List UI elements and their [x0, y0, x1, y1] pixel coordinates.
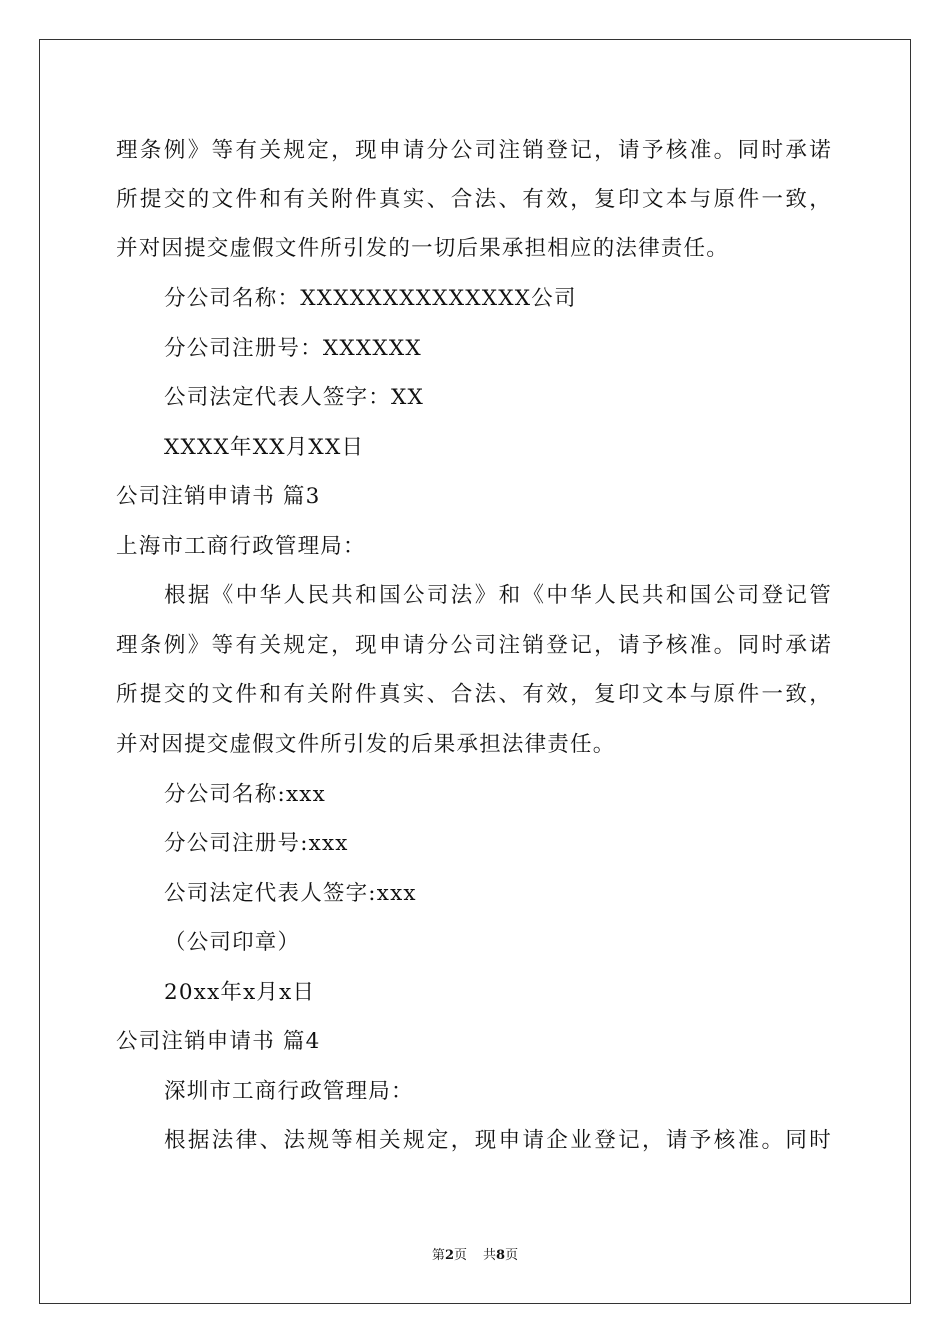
page-border	[39, 39, 911, 1304]
paragraph-line: 所提交的文件和有关附件真实、合法、有效，复印文本与原件一致，	[116, 187, 832, 212]
branch-name-line: 分公司名称:xxx	[164, 782, 326, 807]
addressee-line: 上海市工商行政管理局：	[116, 534, 366, 559]
date-line: 20xx年x月x日	[164, 980, 316, 1005]
branch-name-line: 分公司名称：XXXXXXXXXXXXXX公司	[164, 286, 577, 311]
paragraph-line: 并对因提交虚假文件所引发的后果承担法律责任。	[116, 732, 616, 757]
section-heading: 公司注销申请书 篇4	[116, 1029, 321, 1054]
paragraph-line: 根据法律、法规等相关规定，现申请企业登记，请予核准。同时	[164, 1128, 832, 1153]
date-line: XXXX年XX月XX日	[164, 435, 365, 460]
paragraph-line: 并对因提交虚假文件所引发的一切后果承担相应的法律责任。	[116, 236, 729, 261]
total-pages: 8	[496, 1248, 506, 1263]
page-prefix: 第	[431, 1248, 445, 1263]
branch-registration-line: 分公司注册号：XXXXXX	[164, 336, 422, 361]
section-heading: 公司注销申请书 篇3	[116, 484, 321, 509]
legal-representative-line: 公司法定代表人签字:xxx	[164, 881, 417, 906]
addressee-line: 深圳市工商行政管理局：	[164, 1079, 414, 1104]
total-suffix: 页	[505, 1248, 519, 1263]
page-number: 2	[444, 1248, 454, 1263]
paragraph-line: 理条例》等有关规定，现申请分公司注销登记，请予核准。同时承诺	[116, 138, 832, 163]
branch-registration-line: 分公司注册号:xxx	[164, 831, 349, 856]
company-seal-line: （公司印章）	[164, 930, 301, 955]
legal-representative-line: 公司法定代表人签字：XX	[164, 385, 425, 410]
page-suffix: 页	[453, 1248, 467, 1263]
paragraph-line: 根据《中华人民共和国公司法》和《中华人民共和国公司登记管	[164, 583, 832, 608]
paragraph-line: 所提交的文件和有关附件真实、合法、有效，复印文本与原件一致，	[116, 682, 832, 707]
page-footer	[0, 1247, 950, 1265]
total-prefix: 共	[483, 1248, 497, 1263]
paragraph-line: 理条例》等有关规定，现申请分公司注销登记，请予核准。同时承诺	[116, 633, 832, 658]
